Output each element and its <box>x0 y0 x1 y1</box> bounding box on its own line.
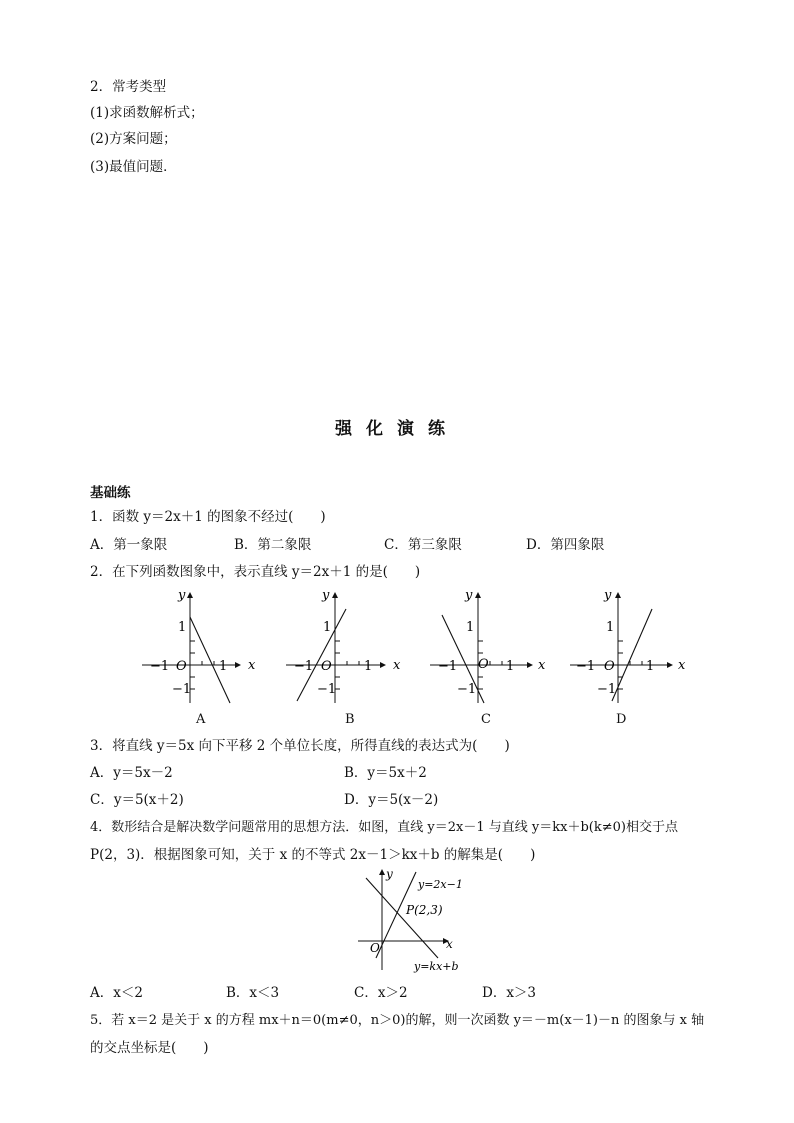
graph-a-tick-neg1x: −1 <box>150 659 170 674</box>
graph-c-tick-neg1x: −1 <box>438 659 458 674</box>
subsection-title: 基础练 <box>90 485 131 501</box>
graph-a-origin: O <box>176 659 187 674</box>
graph-d-y-label: y <box>604 588 612 603</box>
q4-option-a: A．x＜2 <box>90 985 143 1001</box>
q1-option-d: D．第四象限 <box>526 537 605 553</box>
q3-option-a: A．y＝5x－2 <box>90 765 173 781</box>
section-title: 强化演练 <box>335 419 459 439</box>
q4-line1-label: y=2x−1 <box>418 878 463 891</box>
graph-a-label: A <box>196 712 206 727</box>
graph-c-y-label: y <box>465 588 473 603</box>
graph-d-tick-neg1x: −1 <box>576 659 596 674</box>
graph-d-origin: O <box>604 659 615 674</box>
graph-b <box>286 588 401 703</box>
graph-c-x-label: x <box>538 658 546 673</box>
graph-a-tick-1x: 1 <box>219 659 228 674</box>
type-item-2: (2)方案问题； <box>90 131 177 147</box>
q4-line2-label: y=kx+b <box>414 960 459 973</box>
q3-option-d: D．y＝5(x－2) <box>344 792 439 808</box>
graph-d-label: D <box>616 712 627 727</box>
graph-b-x-label: x <box>393 658 401 673</box>
graph-a-y-label: y <box>178 588 186 603</box>
q1-stem: 1．函数 y＝2x＋1 的图象不经过( ) <box>90 509 326 525</box>
q4-option-d: D．x＞3 <box>482 985 537 1001</box>
q4-stem-line1: 4．数形结合是解决数学问题常用的思想方法．如图，直线 y＝2x－1 与直线 y＝kx＋b(k≠0)相交于点 <box>90 820 678 835</box>
q4-origin-label: O <box>370 941 380 955</box>
graph-c-tick-1y: 1 <box>466 620 475 635</box>
graph-b-tick-1y: 1 <box>323 620 332 635</box>
graph-d-x-label: x <box>678 658 686 673</box>
q4-option-b: B．x＜3 <box>226 985 280 1001</box>
q3-stem: 3．将直线 y＝5x 向下平移 2 个单位长度，所得直线的表达式为( ) <box>90 738 510 754</box>
graph-c <box>430 588 546 703</box>
graph-b-y-label: y <box>322 588 330 603</box>
graph-b-label: B <box>345 712 355 727</box>
graph-d-tick-1y: 1 <box>606 620 615 635</box>
type-item-3: (3)最值问题． <box>90 159 177 175</box>
type-item-1: (1)求函数解析式； <box>90 105 204 121</box>
graph-c-origin: O <box>478 657 489 672</box>
graph-b-tick-1x: 1 <box>364 659 373 674</box>
graph-a <box>142 588 256 703</box>
q3-option-b: B．y＝5x＋2 <box>344 765 427 781</box>
graph-b-tick-neg1y: −1 <box>317 682 337 697</box>
q4-stem-line2: P(2，3)．根据图象可知，关于 x 的不等式 2x－1＞kx＋b 的解集是( ) <box>90 847 536 863</box>
graph-c-label: C <box>481 712 491 727</box>
q5-stem-line2: 的交点坐标是( ) <box>90 1040 209 1056</box>
q1-option-b: B．第二象限 <box>234 537 312 553</box>
q4-point-label: P(2,3) <box>406 903 443 917</box>
graph-d <box>570 588 686 703</box>
q5-stem-line1: 5．若 x＝2 是关于 x 的方程 mx＋n＝0(m≠0，n＞0)的解，则一次函数 y＝－m(x－1)－n 的图象与 x 轴 <box>90 1013 705 1028</box>
q4-option-c: C．x＞2 <box>354 985 408 1001</box>
q4-figure <box>350 866 480 976</box>
graph-d-tick-1x: 1 <box>646 659 655 674</box>
q4-x-label: x <box>446 937 453 951</box>
q2-stem: 2．在下列函数图象中，表示直线 y＝2x＋1 的是( ) <box>90 564 421 580</box>
graph-a-x-label: x <box>248 658 256 673</box>
types-heading: 2．常考类型 <box>90 79 167 95</box>
graph-d-tick-neg1y: −1 <box>597 682 617 697</box>
q2-graphs <box>0 585 794 730</box>
q4-y-label: y <box>386 867 393 881</box>
graph-c-tick-1x: 1 <box>506 659 515 674</box>
graph-b-tick-neg1x: −1 <box>294 659 314 674</box>
graph-c-tick-neg1y: −1 <box>457 682 477 697</box>
q3-option-c: C．y＝5(x＋2) <box>90 792 184 808</box>
graph-b-origin: O <box>321 659 332 674</box>
q1-option-a: A．第一象限 <box>90 537 168 553</box>
q1-option-c: C．第三象限 <box>384 537 462 553</box>
graph-a-tick-neg1y: −1 <box>172 682 192 697</box>
graph-a-tick-1y: 1 <box>178 620 187 635</box>
